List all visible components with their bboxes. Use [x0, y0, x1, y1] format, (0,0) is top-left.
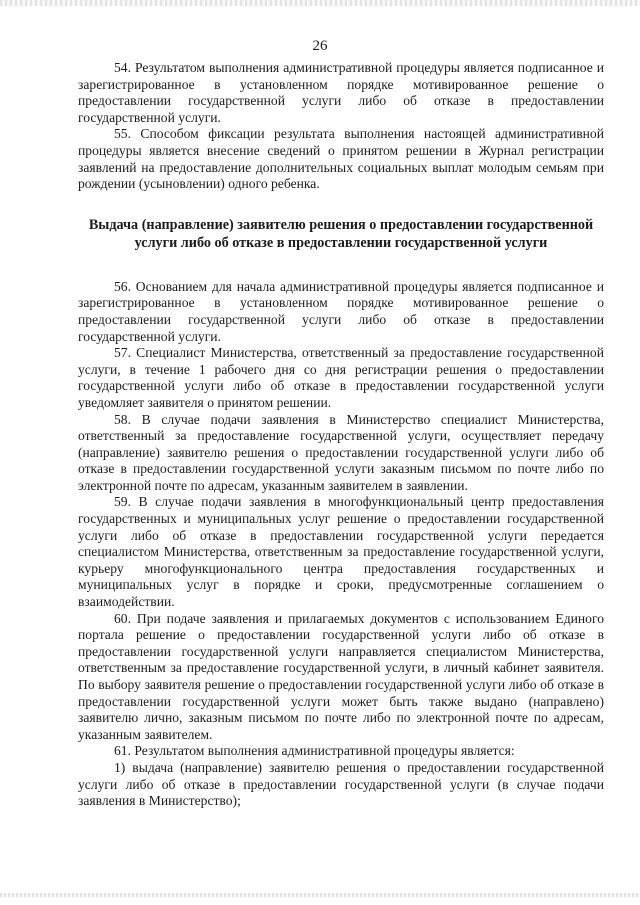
paragraph-61: 61. Результатом выполнения административной процедуры является:	[114, 743, 515, 759]
paragraph-60: 60. При подаче заявления и прилагаемых документов с использованием Единого портала решение о предоставлении государственной услуги либо об отказе в предоставлении государственной услуги направляется специалистом Министерства, ответственным за предоставление государственной услуги, в личный кабинет заявителя. По выбору заявителя решение о предоставлении государственной услуги либо об отказе в предоставлении государственной услуги может быть также выдано (направлено) заявителю лично, заказным письмом по почте либо по электронной почте по адресам, указанным заявителем.	[78, 610, 604, 742]
scan-edge-bottom	[0, 893, 640, 897]
paragraph-56: 56. Основанием для начала административной процедуры является подписанное и зарегистрированное в установленном порядке мотивированное решение о предоставлении государственной услуги либо об отказе в предоставлении государственной услуги.	[78, 278, 604, 344]
document-body	[78, 60, 604, 810]
paragraph-61-item-1: 1) выдача (направление) заявителю решения о предоставлении государственной услуги либо об отказе в предоставлении государственной услуги (в случае подачи заявления в Министерство);	[78, 759, 604, 809]
page-number: 26	[312, 38, 328, 54]
paragraph-57: 57. Специалист Министерства, ответственный за предоставление государственной услуги, в течение 1 рабочего дня со дня регистрации решения о предоставлении государственной услуги либо об отказе в предоставлении государственной услуги уведомляет заявителя о принятом решении.	[78, 345, 604, 410]
paragraph-59: 59. В случае подачи заявления в многофункциональный центр предоставления государственных и муниципальных услуг решение о предоставлении государственной услуги либо об отказе в предоставлении государственной услуги передается специалистом Министерства, ответственным за предоставление государственной услуги, курьеру многофункционального центра предоставления государственных и муниципальных услуг в порядке и сроки, предусмотренные соглашением о взаимодействии.	[78, 494, 604, 610]
paragraph-58: 58. В случае подачи заявления в Министерство специалист Министерства, ответственный за предоставление государственной услуги, осуществляет передачу (направление) заявителю решения о предоставлении государственной услуги либо об отказе в предоставлении государственной услуги заказным письмом по почте либо по электронной почте по адресам, указанным заявителем в заявлении.	[78, 411, 604, 493]
scan-edge-top	[0, 0, 640, 6]
section-heading: Выдача (направление) заявителю решения о предоставлении государственной услуги либо об отказе в предоставлении государственной услуги	[88, 216, 594, 251]
paragraph-54: 54. Результатом выполнения административной процедуры является подписанное и зарегистрированное в установленном порядке мотивированное решение о предоставлении государственной услуги либо об отказе в предоставлении государственной услуги.	[78, 60, 604, 125]
paragraph-55: 55. Способом фиксации результата выполнения настоящей административной процедуры является внесение сведений о принятом решении в Журнал регистрации заявлений на предоставление дополнительных социальных выплат молодым семьям при рождении (усыновлении) одного ребенка.	[78, 126, 604, 192]
